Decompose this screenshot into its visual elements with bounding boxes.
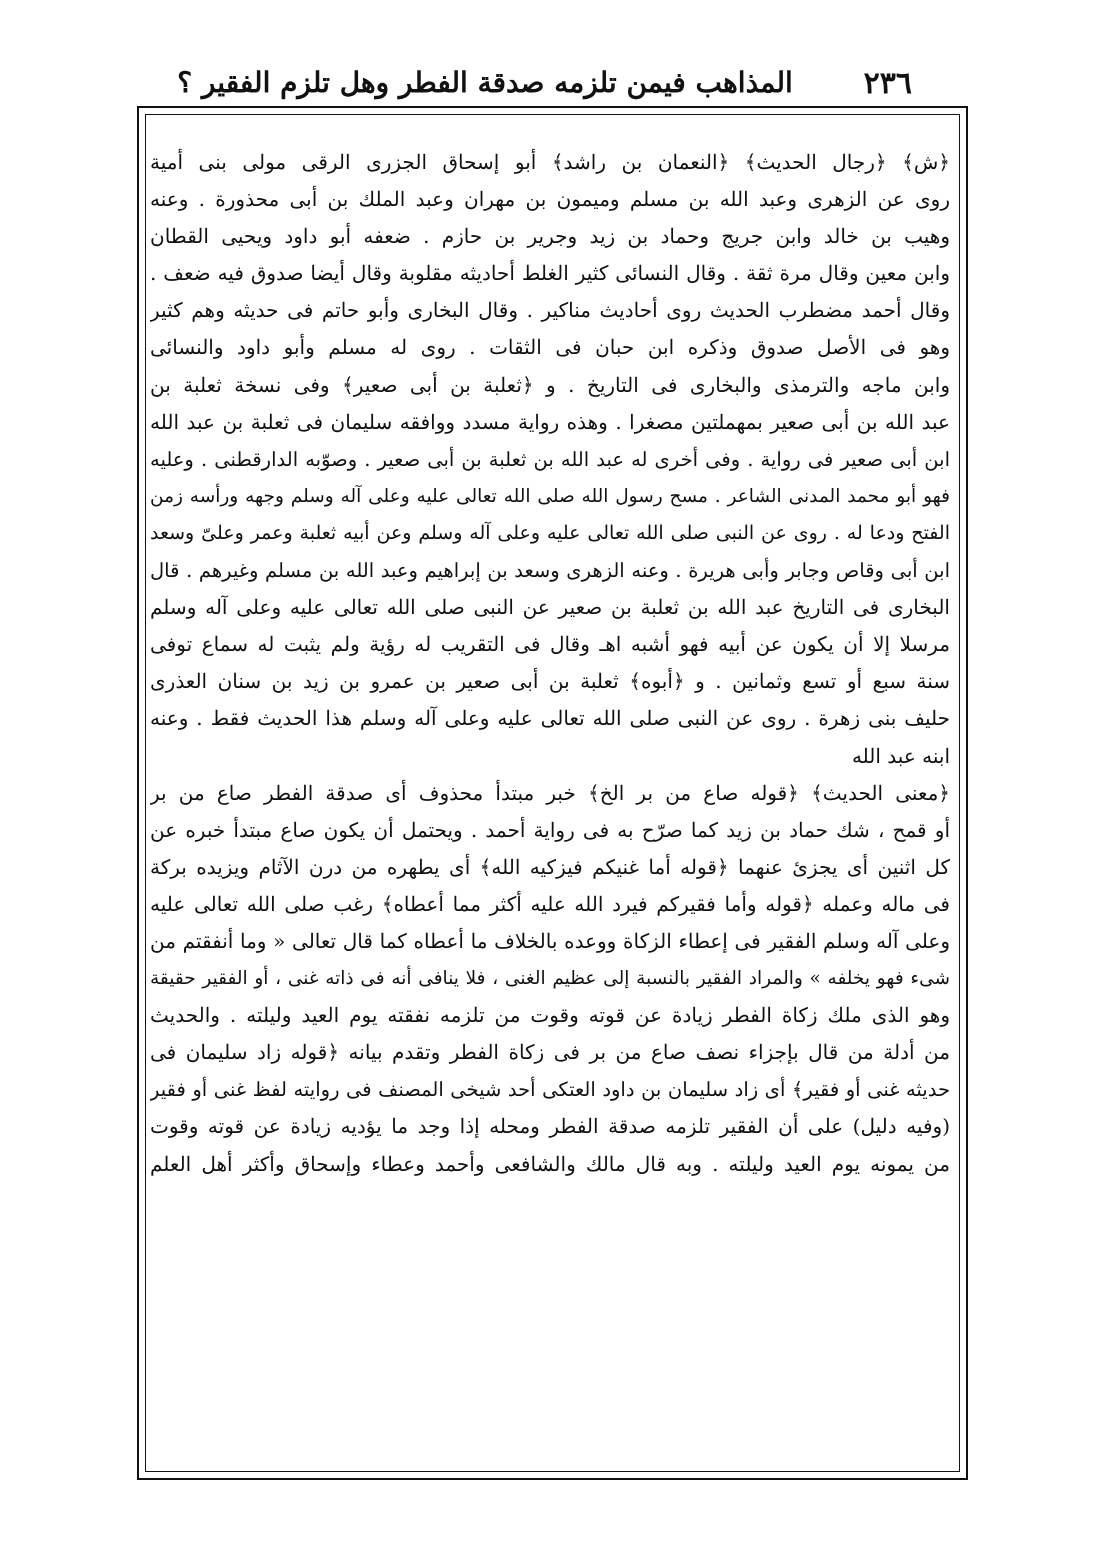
page-header: [140, 58, 960, 108]
text-line: عبد الله بن أبى صعير بمهملتين مصغرا . وهذه رواية مسدد ووافقه سليمان فى ثعلبة بن عبد الله: [150, 409, 950, 434]
text-line: الفتح ودعا له . روى عن النبى صلى الله تعالى عليه وعلى آله وسلم وعن أبيه ثعلبة وعمر وعلىّ وسعد: [150, 521, 950, 544]
text-line: وابن معين وقال مرة ثقة . وقال النسائى كثير الغلط أحاديثه مقلوبة وقال أيضا صدوق فيه ضعف .: [150, 261, 950, 286]
text-line: ابن أبى صعير فى رواية . وفى أخرى له عبد الله بن ثعلبة بن أبى صعير . وصوّبه الدارقطنى . وعليه: [150, 447, 950, 471]
text-line: سنة سبع أو تسع وثمانين . و ﴿أبوه﴾ ثعلبة بن أبى صعير بن عمرو بن زيد بن سنان العذرى: [150, 669, 950, 694]
text-line: ابنه عبد الله: [851, 743, 950, 768]
text-line: وقال أحمد مضطرب الحديث روى أحاديث مناكير . وقال البخارى وأبو حاتم فى حديثه وهم كثير: [150, 298, 950, 323]
text-line: أو قمح ، شك حماد بن زيد كما صرّح به فى رواية أحمد . ويحتمل أن يكون صاع مبتدأ خبره عن: [150, 817, 950, 842]
text-line: وهو فى الأصل صدوق وذكره ابن حبان فى الثقات . روى له مسلم وأبو داود والنسائى: [150, 335, 950, 360]
text-line: فى ماله وعمله ﴿قوله وأما فقيركم فيرد الله عليه أكثر مما أعطاه﴾ رغب صلى الله تعالى عليه: [150, 891, 950, 916]
text-line: وهيب بن خالد وابن جريج وحماد بن زيد وجرير بن حازم . ضعفه أبو داود ويحيى القطان: [150, 224, 950, 249]
text-line: حديثه غنى أو فقير﴾ أى زاد سليمان بن داود العتكى أحد شيخى المصنف فى روايته لفظ غنى أو فقير: [150, 1078, 950, 1102]
text-line: وهو الذى ملك زكاة الفطر زيادة عن قوته وقوت من تلزمه نفقته يوم العيد وليلته . والحديث: [150, 1003, 950, 1028]
text-line: كل اثنين أى يجزئ عنهما ﴿قوله أما غنيكم فيزكيه الله﴾ أى يطهره من درن الآثام ويزيده بركة: [150, 854, 950, 879]
body-text: [150, 144, 950, 1474]
text-line: حليف بنى زهرة . روى عن النبى صلى الله تعالى عليه وعلى آله وسلم هذا الحديث فقط . وعنه: [150, 706, 950, 731]
text-line: ابن أبى وقاص وجابر وأبى هريرة . وعنه الزهرى وسعد بن إبراهيم وعبد الله بن مسلم وغيرهم . قال: [150, 559, 950, 583]
text-line: البخارى فى التاريخ عبد الله بن ثعلبة بن صعير عن النبى صلى الله تعالى عليه وعلى آله وسلم: [150, 595, 950, 620]
text-line: روى عن الزهرى وعبد الله بن مسلم وميمون بن مهران وعبد الملك بن أبى محذورة . وعنه: [150, 187, 950, 212]
text-line: ﴿معنى الحديث﴾ ﴿قوله صاع من بر الخ﴾ خبر مبتدأ محذوف أى صدقة الفطر صاع من بر: [150, 780, 950, 805]
text-line: من يمونه يوم العيد وليلته . وبه قال مالك والشافعى وأحمد وعطاء وإسحاق وأكثر أهل العلم: [150, 1151, 950, 1176]
text-line: وعلى آله وسلم الفقير فى إعطاء الزكاة ووعده بالخلاف ما أعطاه كما قال تعالى « وما أنفقتم من: [150, 928, 950, 953]
text-line: فهو أبو محمد المدنى الشاعر . مسح رسول الله صلى الله تعالى عليه وعلى آله وسلم وجهه ورأسه زمن: [150, 485, 950, 507]
page-number: ٢٣٦: [863, 66, 912, 101]
running-title: المذاهب فيمن تلزمه صدقة الفطر وهل تلزم الفقير ؟: [177, 66, 793, 99]
text-line: مرسلا إلا أن يكون عن أبيه فهو أشبه اهـ وقال فى التقريب له رؤية ولم يثبت له سماع توفى: [150, 632, 950, 657]
text-line: من أدلة من قال بإجزاء نصف صاع من بر فى زكاة الفطر وتقدم بيانه ﴿قوله زاد سليمان فى: [150, 1040, 950, 1065]
text-line: وابن ماجه والترمذى والبخارى فى التاريخ . و ﴿ثعلبة بن أبى صعير﴾ وفى نسخة ثعلبة بن: [150, 372, 950, 397]
text-line: شىء فهو يخلفه » والمراد الفقير بالنسبة إلى عظيم الغنى ، فلا ينافى أنه فى ذاته غنى ، أو الفقير حقيقة: [150, 968, 950, 990]
text-line: ﴿ش﴾ ﴿رجال الحديث﴾ ﴿النعمان بن راشد﴾ أبو إسحاق الجزرى الرقى مولى بنى أمية: [150, 150, 950, 174]
text-line: (وفيه دليل) على أن الفقير تلزمه صدقة الفطر ومحله إذا وجد ما يؤديه زيادة عن قوته وقوت: [150, 1114, 950, 1139]
